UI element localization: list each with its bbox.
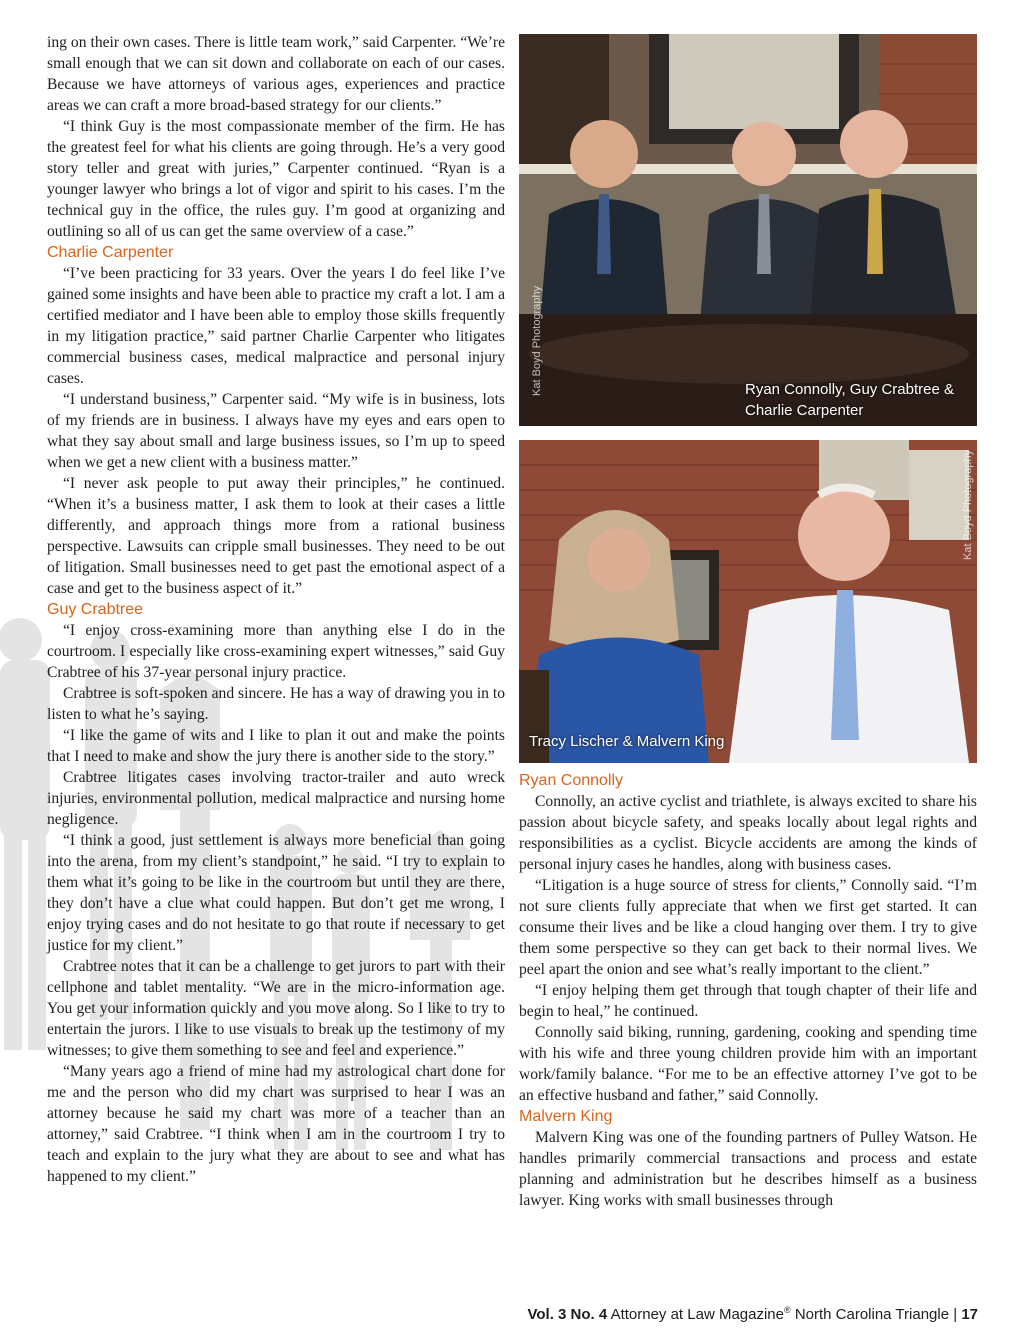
subheading-ryan-connolly: Ryan Connolly	[519, 772, 624, 789]
paragraph: “I enjoy helping them get through that tough chapter of their life and begin to heal,” he continued.	[519, 982, 977, 1020]
photo-caption	[745, 379, 954, 421]
paragraph: “I think a good, just settlement is always more beneficial than going into the arena, from my client’s standpoint,” he said. “I try to explain to them what it’s going to be like in the courtroom but until they are there, they don’t have a clue what could happen. But don’t get me wrong, I enjoy trying cases and do not hesitate to go that route if necessary to get justice for my client.”	[47, 832, 505, 954]
photo-credit: Kat Boyd Photography	[962, 449, 974, 560]
caption-line: Ryan Connolly, Guy Crabtree &	[745, 381, 954, 398]
paragraph: Connolly said biking, running, gardening, cooking and spending time with his wife and three young children provide him with an important work/family balance. “For me to be an effective attorney I’ve got to be an effective husband and father,” said Connolly.	[519, 1024, 977, 1104]
paragraph: “Many years ago a friend of mine had my astrological chart done for me and the person who did my chart was surprised to hear I was an attorney because he said my chart was more of a teacher than an attorney,” said Crabtree. “I think when I am in the courtroom I try to teach and explain to the jury what they are about to see and what has happened to my client.”	[47, 1063, 505, 1185]
paragraph: “I’ve been practicing for 33 years. Over the years I do feel like I’ve gained some insights and have been able to practice my craft a lot. I am a certified mediator and I have been able to employ those skills frequently in my litigation practice,” said partner Charlie Carpenter who litigates commercial business cases, medical malpractice and personal injury cases.	[47, 265, 505, 387]
paragraph: Crabtree is soft-spoken and sincere. He has a way of drawing you in to listen to what he’s saying.	[47, 685, 505, 723]
paragraph: “I like the game of wits and I like to plan it out and make the points that I need to make and show the jury there is another side to the story.”	[47, 727, 505, 765]
photo-three-partners	[519, 34, 977, 426]
paragraph: “I enjoy cross-examining more than anything else I do in the courtroom. I especially like cross-examining expert witnesses,” said Guy Crabtree of his 37-year personal injury practice.	[47, 622, 505, 681]
photo-caption: Tracy Lischer & Malvern King	[529, 733, 725, 750]
footer-magazine-name: Attorney at Law Magazine	[610, 1306, 784, 1323]
registered-mark: ®	[784, 1305, 791, 1315]
footer-region: North Carolina Triangle	[794, 1306, 950, 1323]
photo-lischer-and-king	[519, 440, 977, 763]
subheading-malvern-king: Malvern King	[519, 1108, 613, 1125]
subheading-guy-crabtree: Guy Crabtree	[47, 601, 144, 618]
paragraph: Crabtree litigates cases involving tractor-trailer and auto wreck injuries, environmental pollution, medical malpractice and nursing home negligence.	[47, 769, 505, 828]
paragraph: Connolly, an active cyclist and triathlete, is always excited to share his passion about bicycle safety, and speaks locally about legal rights and responsibilities as a cyclist. Bicycle accidents are among the kinds of personal injury cases he handles, along with business cases.	[519, 793, 977, 873]
paragraph: Crabtree notes that it can be a challenge to get jurors to part with their cellphone and tablet mentality. “We are in the micro-information age. You get your information quickly and you move along. So I like to try to entertain the jurors. I like to use visuals to break up the testimony of my witnesses; to give them something to see and feel and experience.”	[47, 958, 505, 1059]
paragraph: “I think Guy is the most compassionate member of the firm. He has the greatest feel for what his clients are going through. He’s a very good story teller and great with juries,” Carpenter continued. “Ryan is a younger lawyer who brings a lot of vigor and spirit to his cases. I’m the technical guy in the office, the rules guy. I’m good at organizing and outlining so all of us can get the same overview of a case.”	[47, 118, 505, 240]
photo-three-partners-illustration	[519, 34, 977, 426]
subheading-charlie-carpenter: Charlie Carpenter	[47, 244, 174, 261]
left-article-column	[47, 32, 505, 1187]
photo-credit: Kat Boyd Photography	[531, 285, 543, 396]
page-footer	[527, 1305, 978, 1323]
footer-volume: Vol. 3 No. 4	[527, 1306, 608, 1323]
paragraph: “I understand business,” Carpenter said. “My wife is in business, lots of my friends are in business. I always have my eyes and ears open to what they say about small and large business issues, so I’m up to speed when we get a new client with a business matter.”	[47, 391, 505, 471]
paragraph: ing on their own cases. There is little team work,” said Carpenter. “We’re small enough that we can sit down and collaborate on each of our cases. Because we have attorneys of various ages, experiences and practice areas we can craft a more broad-based strategy for our clients.”	[47, 34, 505, 114]
photo-lischer-and-king-illustration	[519, 440, 977, 763]
paragraph: “Litigation is a huge source of stress for clients,” Connolly said. “I’m not sure clients fully appreciate that when we first get started. It can consume their lives and be like a cloud hanging over them. I try to give them some perspective so they can get back to their normal lives. We peel apart the onion and see what’s really important to the client.”	[519, 877, 977, 978]
paragraph: Malvern King was one of the founding partners of Pulley Watson. He handles primarily commercial transactions and process and estate planning and administration but he describes himself as a business lawyer. King works with small businesses through	[519, 1129, 977, 1209]
right-article-column	[519, 770, 977, 1211]
footer-separator: |	[953, 1306, 958, 1323]
caption-line: Charlie Carpenter	[745, 402, 864, 419]
paragraph: “I never ask people to put away their principles,” he continued. “When it’s a business matter, I ask them to look at their cases a little differently, and approach things more from a rational business perspective. Lawsuits can cripple small businesses. They need to be out of litigation. Small businesses need to get past the emotional aspect of a case and get to the business aspect of it.”	[47, 475, 505, 597]
page-number: 17	[961, 1306, 978, 1323]
